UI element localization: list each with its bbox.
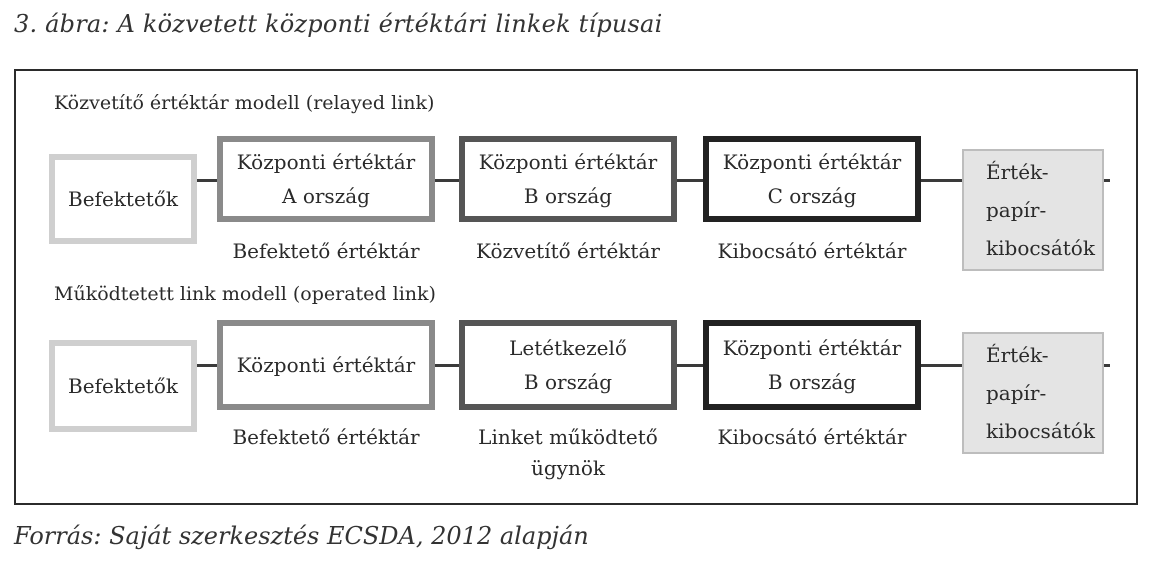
relayed-issuers-line2: papír- xyxy=(986,198,1047,222)
operated-custodian-line1: Letétkezelő xyxy=(509,336,627,360)
relayed-csd-b-box xyxy=(459,136,677,222)
relayed-csd-a-line1: Központi értéktár xyxy=(236,150,416,174)
relayed-csd-b-line2: B ország xyxy=(523,184,613,208)
relayed-intermediary-csd-label: Közvetítő értéktár xyxy=(476,239,660,263)
operated-csd-box xyxy=(217,320,435,410)
operated-issuer-csd-label: Kibocsátó értéktár xyxy=(717,425,907,449)
relayed-issuers-line1: Érték- xyxy=(986,160,1049,184)
operated-csd-label: Központi értéktár xyxy=(236,353,416,377)
relayed-model-title: Közvetítő értéktár modell (relayed link) xyxy=(54,92,435,114)
relayed-issuer-csd-label: Kibocsátó értéktár xyxy=(717,239,907,263)
figure-title: 3. ábra: A közvetett központi értéktári linkek típusai xyxy=(14,10,663,38)
operated-operator-line2: ügynök xyxy=(530,456,606,480)
relayed-csd-a-line2: A ország xyxy=(282,184,370,208)
operated-csd-b-box xyxy=(703,320,921,410)
operated-investors-label: Befektetők xyxy=(68,374,178,398)
operated-model-title: Működtetett link modell (operated link) xyxy=(54,283,436,305)
relayed-investor-csd-label: Befektető értéktár xyxy=(232,239,420,263)
relayed-csd-a-box xyxy=(217,136,435,222)
operated-issuers-box xyxy=(962,332,1104,454)
operated-custodian-line2: B ország xyxy=(523,370,613,394)
relayed-csd-c-box xyxy=(703,136,921,222)
relayed-csd-c-line1: Központi értéktár xyxy=(722,150,902,174)
operated-investors-box xyxy=(49,340,197,432)
operated-csd-b-line2: B ország xyxy=(767,370,857,394)
relayed-csd-b-line1: Központi értéktár xyxy=(478,150,658,174)
relayed-csd-c-line2: C ország xyxy=(767,184,857,208)
relayed-issuers-box xyxy=(962,149,1104,271)
operated-issuers-line3: kibocsátók xyxy=(986,419,1095,443)
operated-csd-b-line1: Központi értéktár xyxy=(722,336,902,360)
operated-operator-line1: Linket működtető xyxy=(478,425,658,449)
relayed-investors-box xyxy=(49,154,197,244)
operated-issuers-line2: papír- xyxy=(986,381,1047,405)
operated-issuers-line1: Érték- xyxy=(986,343,1049,367)
relayed-issuers-line3: kibocsátók xyxy=(986,236,1095,260)
relayed-investors-label: Befektetők xyxy=(68,187,178,211)
operated-operator-label xyxy=(459,422,677,484)
figure-source: Forrás: Saját szerkesztés ECSDA, 2012 alapján xyxy=(14,522,589,550)
operated-investor-csd-label: Befektető értéktár xyxy=(232,425,420,449)
operated-custodian-box xyxy=(459,320,677,410)
